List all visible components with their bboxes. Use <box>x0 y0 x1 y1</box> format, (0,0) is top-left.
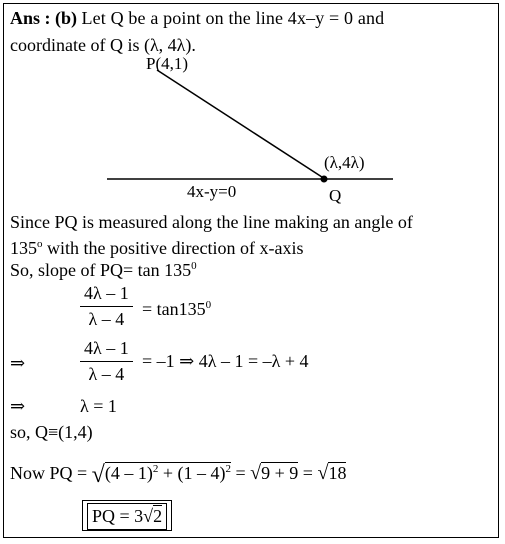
final-sqrt-sign: √ <box>143 506 154 526</box>
now-pq-text: Now PQ = <box>10 463 88 483</box>
final-answer-box <box>82 500 172 531</box>
sqrt-radicand-3: 18 <box>328 463 347 483</box>
slope-degree-sup: 0 <box>191 260 197 272</box>
arrow-eq2: ⇒ <box>10 353 26 373</box>
geometry-figure <box>0 55 505 205</box>
square-1: 2 <box>152 463 159 475</box>
eq1-rhs-sup: 0 <box>205 299 212 311</box>
final-answer <box>87 503 167 530</box>
header-line-1 <box>10 7 492 29</box>
sqrt-sign-3: √ <box>317 462 329 484</box>
equals-1: = <box>231 463 251 483</box>
eq2-denominator: λ – 4 <box>80 361 133 385</box>
label-p: P(4,1) <box>146 55 189 73</box>
so-q-line: so, Q≡(1,4) <box>10 422 93 442</box>
sqrt-radicand-2: 9 + 9 <box>261 463 299 483</box>
since-line-2-text: with the positive direction of x-axis <box>42 238 304 258</box>
slope-line <box>10 255 197 281</box>
eq3: λ = 1 <box>80 396 117 416</box>
sqrt-sign-2: √ <box>250 462 262 484</box>
final-answer-lhs: PQ = 3 <box>92 506 144 526</box>
square-2: 2 <box>225 463 231 475</box>
plus-sign: + <box>158 463 178 483</box>
since-line-1: Since PQ is measured along the line making an angle of <box>10 212 413 232</box>
angle-value: 135 <box>10 238 37 258</box>
label-q-coord: (λ,4λ) <box>324 153 365 172</box>
answer-prefix: Ans : (b) <box>10 8 78 28</box>
point-q-dot <box>321 176 328 183</box>
radicand-part-2: (1 – 4) <box>177 463 226 483</box>
arrow-eq3: ⇒ <box>10 396 26 416</box>
sqrt-radicand-1 <box>105 462 231 483</box>
eq2-fraction <box>80 338 133 385</box>
now-pq-line <box>10 458 347 488</box>
slope-text: So, slope of PQ= tan 135 <box>10 260 192 280</box>
header-line-2: coordinate of Q is (λ, 4λ). <box>10 35 196 55</box>
eq1-numerator: 4λ – 1 <box>84 283 129 303</box>
eq1-rhs <box>142 294 211 320</box>
sqrt-sign-1: √ <box>91 462 105 488</box>
final-radicand: 2 <box>153 506 163 526</box>
equals-2: = <box>298 463 318 483</box>
degree-sup: o <box>37 238 43 250</box>
eq1-denominator: λ – 4 <box>80 306 133 330</box>
eq1-rhs-text: = tan135 <box>142 299 206 319</box>
label-q: Q <box>329 186 342 205</box>
eq2-numerator: 4λ – 1 <box>84 338 129 358</box>
header-line-1-text: Let Q be a point on the line 4x–y = 0 and <box>81 8 385 28</box>
eq2-rhs: = –1 ⇒ 4λ – 1 = –λ + 4 <box>142 351 309 371</box>
segment-pq <box>157 70 325 179</box>
radicand-part-1: (4 – 1) <box>104 463 153 483</box>
label-line: 4x-y=0 <box>187 182 237 201</box>
eq1-fraction <box>80 283 133 330</box>
